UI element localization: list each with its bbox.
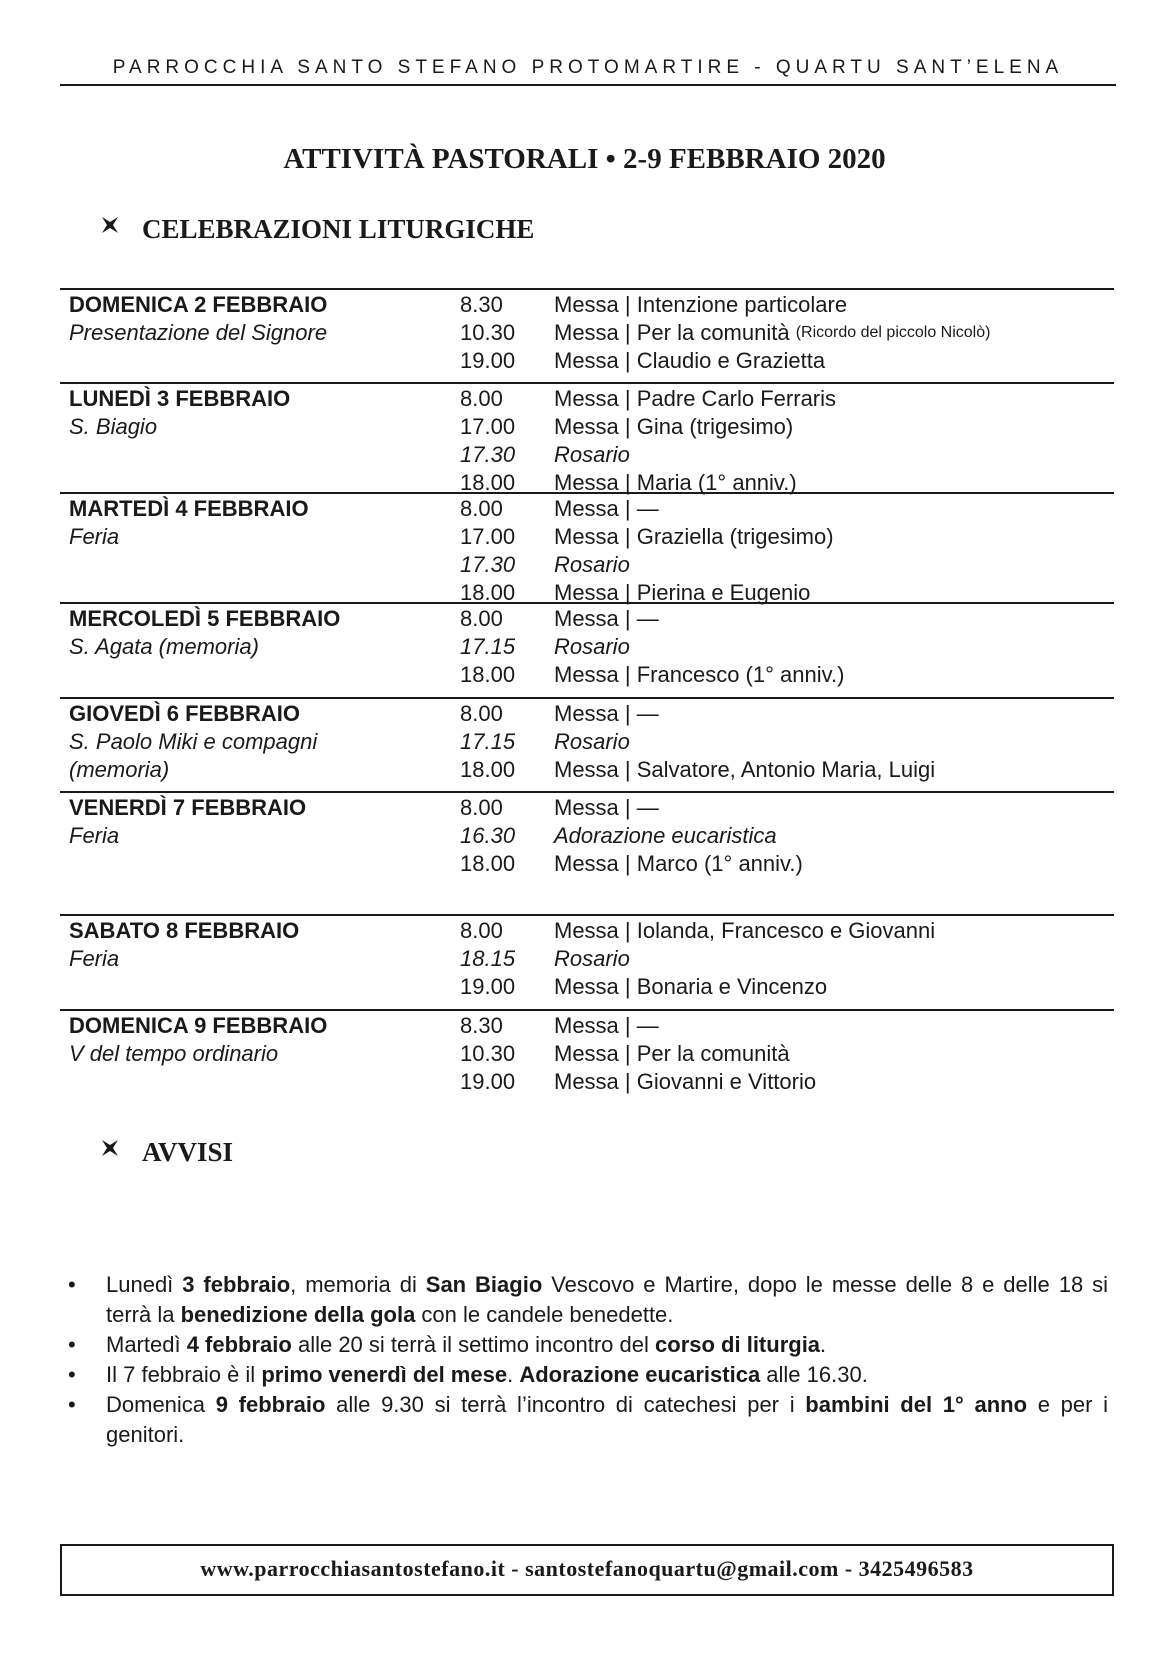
event-time: 17.30 [460, 442, 516, 467]
event-row [460, 973, 935, 1001]
event-time: 18.00 [460, 470, 516, 495]
event-row [460, 700, 935, 728]
avviso-highlight: primo venerdì del mese [261, 1362, 508, 1387]
avviso-highlight: San Biagio [425, 1272, 543, 1297]
event-row [460, 661, 844, 689]
star-icon [100, 215, 122, 241]
avviso-text: alle 16.30. [760, 1362, 868, 1387]
event-time: 17.00 [460, 524, 516, 549]
event-description: Adorazione eucaristica [554, 823, 777, 848]
day-feast: S. Agata (memoria) [69, 634, 259, 659]
avviso-text: con le candele benedette. [415, 1302, 674, 1327]
day-name: MERCOLEDÌ 5 FEBBRAIO [69, 606, 341, 631]
event-description: Messa | Claudio e Grazietta [554, 348, 826, 373]
day-info [69, 604, 449, 661]
bullet-icon: • [68, 1332, 76, 1357]
event-time: 19.00 [460, 348, 516, 373]
event-list [460, 700, 935, 784]
avvisi-list [68, 1270, 1108, 1450]
event-row [460, 1068, 816, 1096]
event-list [460, 917, 935, 1001]
day-name: VENERDÌ 7 FEBBRAIO [69, 795, 307, 820]
event-description: Messa | Per la comunità [554, 1041, 790, 1066]
avviso-text: Martedì [106, 1332, 187, 1357]
day-feast: S. Biagio [69, 414, 158, 439]
event-time: 19.00 [460, 974, 516, 999]
event-time: 8.00 [460, 606, 503, 631]
day-info [69, 384, 449, 441]
avviso-text: , memoria di [290, 1272, 426, 1297]
day-block [60, 1009, 1114, 1103]
event-description: Messa | Graziella (trigesimo) [554, 524, 834, 549]
event-row [460, 756, 935, 784]
event-description: Messa | Francesco (1° anniv.) [554, 662, 845, 687]
avviso-highlight: bambini del 1° anno [805, 1392, 1028, 1417]
event-description: Messa | — [554, 795, 659, 820]
event-row [460, 605, 844, 633]
event-description: Rosario [554, 442, 630, 467]
event-row [460, 441, 836, 469]
event-time: 8.30 [460, 292, 503, 317]
avviso-item [68, 1270, 1108, 1330]
day-info [69, 916, 449, 973]
event-row [460, 523, 834, 551]
day-feast: (memoria) [69, 757, 170, 782]
event-list [460, 794, 803, 878]
avviso-text: Vescovo e Martire, dopo le messe delle 8 e delle 18 si terrà la [106, 1272, 1108, 1327]
event-time: 16.30 [460, 823, 516, 848]
avviso-highlight: corso di liturgia [655, 1332, 821, 1357]
event-description: Messa | — [554, 1013, 659, 1038]
day-info [69, 494, 449, 551]
avviso-item [68, 1390, 1108, 1450]
parish-header: PARROCCHIA SANTO STEFANO PROTOMARTIRE - QUARTU SANT’ELENA [112, 57, 1064, 78]
event-description: Rosario [554, 634, 630, 659]
event-list [460, 1012, 816, 1096]
avviso-text: Il 7 febbraio è il [106, 1362, 262, 1387]
bullet-icon: • [68, 1362, 76, 1387]
event-list [460, 385, 836, 497]
event-description: Messa | Pierina e Eugenio [554, 580, 811, 605]
event-row [460, 319, 990, 347]
day-name: DOMENICA 2 FEBBRAIO [69, 292, 328, 317]
event-list [460, 291, 990, 375]
day-block [60, 602, 1114, 697]
event-time: 8.00 [460, 386, 503, 411]
event-description: Messa | Salvatore, Antonio Maria, Luigi [554, 757, 936, 782]
avviso-item [68, 1360, 1108, 1390]
event-row [460, 495, 834, 523]
event-row [460, 794, 803, 822]
avviso-text: . [820, 1332, 827, 1357]
avviso-text: . [507, 1362, 520, 1387]
avviso-text: Lunedì [106, 1272, 183, 1297]
avviso-highlight: 3 febbraio [182, 1272, 291, 1297]
event-note: (Ricordo del piccolo Nicolò) [795, 324, 991, 341]
section-celebrazioni [100, 214, 534, 245]
event-time: 8.00 [460, 496, 503, 521]
event-description: Messa | Marco (1° anniv.) [554, 851, 803, 876]
avviso-text: e per i genitori. [106, 1392, 1109, 1447]
day-feast: Feria [69, 946, 120, 971]
section-avvisi [100, 1137, 233, 1168]
day-block [60, 914, 1114, 1009]
day-block [60, 697, 1114, 791]
event-row [460, 385, 836, 413]
event-time: 17.15 [460, 729, 516, 754]
star-icon [100, 1138, 122, 1164]
event-time: 8.00 [460, 918, 503, 943]
event-description: Messa | Maria (1° anniv.) [554, 470, 797, 495]
day-name: DOMENICA 9 FEBBRAIO [69, 1013, 328, 1038]
event-row [460, 822, 803, 850]
avviso-highlight: Adorazione eucaristica [519, 1362, 761, 1387]
bullet-icon: • [68, 1392, 76, 1417]
event-row [460, 291, 990, 319]
event-row [460, 1040, 816, 1068]
event-description: Messa | — [554, 496, 659, 521]
event-list [460, 495, 834, 607]
day-info [69, 699, 449, 784]
event-time: 18.00 [460, 851, 516, 876]
day-name: GIOVEDÌ 6 FEBBRAIO [69, 701, 301, 726]
footer-contacts: www.parrocchiasantostefano.it - santostefanoquartu@gmail.com - 3425496583 [200, 1556, 974, 1581]
day-feast: V del tempo ordinario [69, 1041, 279, 1066]
avviso-item [68, 1330, 1108, 1360]
event-row [460, 728, 935, 756]
day-feast: S. Paolo Miki e compagni [69, 729, 318, 754]
footer-box [60, 1544, 1114, 1596]
event-time: 18.00 [460, 757, 516, 782]
event-description: Messa | — [554, 701, 659, 726]
day-block [60, 492, 1114, 605]
day-block [60, 791, 1114, 914]
event-time: 8.00 [460, 701, 503, 726]
event-description: Messa | Per la comunità [554, 320, 790, 345]
event-description: Messa | Iolanda, Francesco e Giovanni [554, 918, 936, 943]
section-title: AVVISI [142, 1137, 234, 1167]
event-time: 18.00 [460, 662, 516, 687]
event-description: Rosario [554, 946, 630, 971]
day-name: MARTEDÌ 4 FEBBRAIO [69, 496, 309, 521]
event-row [460, 945, 935, 973]
day-feast: Feria [69, 823, 120, 848]
event-list [460, 605, 844, 689]
event-description: Messa | Gina (trigesimo) [554, 414, 794, 439]
day-name: SABATO 8 FEBBRAIO [69, 918, 300, 943]
event-row [460, 551, 834, 579]
event-time: 17.00 [460, 414, 516, 439]
event-description: Messa | Intenzione particolare [554, 292, 848, 317]
event-time: 10.30 [460, 320, 516, 345]
avviso-highlight: benedizione della gola [180, 1302, 416, 1327]
avviso-text: alle 9.30 si terrà l’incontro di catechesi per i [325, 1392, 806, 1417]
avviso-highlight: 9 febbraio [215, 1392, 326, 1417]
event-time: 18.00 [460, 580, 516, 605]
event-time: 17.15 [460, 634, 516, 659]
day-feast: Presentazione del Signore [69, 320, 328, 345]
page-title: ATTIVITÀ PASTORALI • 2-9 FEBBRAIO 2020 [283, 143, 886, 175]
header-divider [60, 84, 1116, 86]
bullet-icon: • [68, 1272, 76, 1297]
event-description: Messa | Padre Carlo Ferraris [554, 386, 837, 411]
event-time: 8.00 [460, 795, 503, 820]
event-time: 19.00 [460, 1069, 516, 1094]
event-description: Messa | Bonaria e Vincenzo [554, 974, 828, 999]
event-description: Rosario [554, 552, 630, 577]
event-row [460, 413, 836, 441]
avviso-highlight: 4 febbraio [186, 1332, 292, 1357]
avviso-text: alle 20 si terrà il settimo incontro del [291, 1332, 656, 1357]
avviso-text: Domenica [106, 1392, 216, 1417]
section-title: CELEBRAZIONI LITURGICHE [142, 214, 535, 244]
event-time: 18.15 [460, 946, 516, 971]
day-name: LUNEDÌ 3 FEBBRAIO [69, 386, 291, 411]
day-info [69, 1011, 449, 1068]
day-info [69, 290, 449, 347]
event-row [460, 633, 844, 661]
event-time: 17.30 [460, 552, 516, 577]
event-description: Rosario [554, 729, 630, 754]
day-block [60, 382, 1114, 495]
day-info [69, 793, 449, 850]
event-row [460, 850, 803, 878]
day-block [60, 288, 1114, 382]
day-feast: Feria [69, 524, 120, 549]
event-description: Messa | — [554, 606, 659, 631]
event-row [460, 347, 990, 375]
schedule-table [60, 288, 1114, 1103]
event-row [460, 917, 935, 945]
event-row [460, 1012, 816, 1040]
event-description: Messa | Giovanni e Vittorio [554, 1069, 817, 1094]
event-time: 10.30 [460, 1041, 516, 1066]
event-time: 8.30 [460, 1013, 503, 1038]
